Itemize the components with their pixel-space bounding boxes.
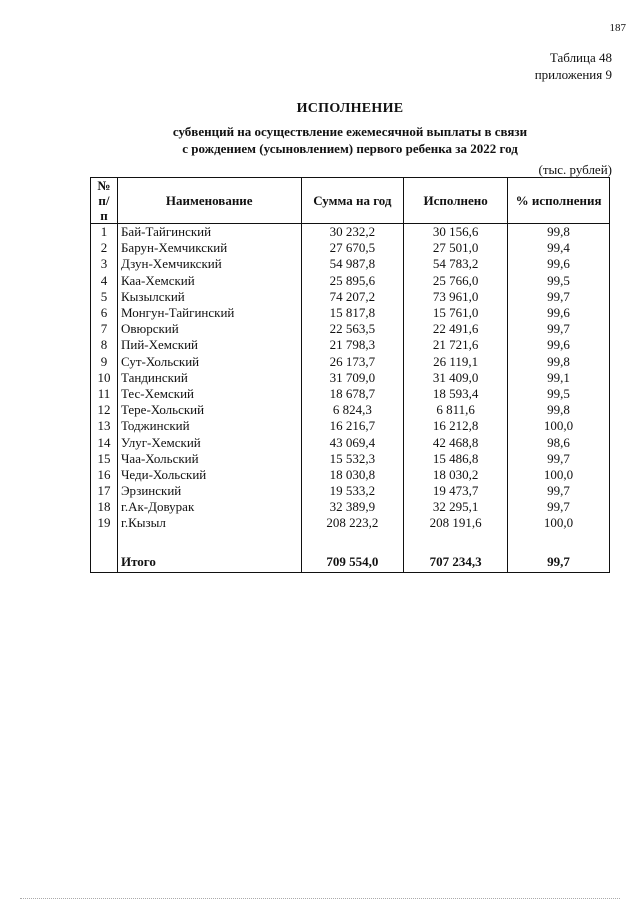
row-fact: 19 473,7 (404, 483, 508, 499)
row-name: Тоджинский (117, 418, 301, 434)
subtitle-line2: с рождением (усыновлением) первого ребенка за 2022 год (182, 141, 518, 156)
row-pct: 99,8 (508, 354, 610, 370)
table-row (91, 418, 610, 434)
row-fact: 42 468,8 (404, 434, 508, 450)
row-pct: 99,8 (508, 402, 610, 418)
row-plan: 31 709,0 (301, 370, 404, 386)
row-plan: 6 824,3 (301, 402, 404, 418)
row-plan: 54 987,8 (301, 256, 404, 272)
row-name: Чеди-Хольский (117, 467, 301, 483)
table-ref-line1: Таблица 48 (549, 50, 612, 65)
table-row (91, 515, 610, 531)
row-num: 1 (91, 224, 118, 241)
row-name: Дзун-Хемчикский (117, 256, 301, 272)
row-plan: 15 817,8 (301, 305, 404, 321)
row-name: г.Ак-Довурак (117, 499, 301, 515)
row-fact: 26 119,1 (404, 354, 508, 370)
document-title: ИСПОЛНЕНИЕ (296, 101, 404, 116)
row-plan: 26 173,7 (301, 354, 404, 370)
row-name: Бай-Тайгинский (117, 224, 301, 241)
row-num: 18 (91, 499, 118, 515)
execution-table (90, 177, 610, 573)
table-ref-line2: приложения 9 (534, 67, 612, 82)
total-fact: 707 234,3 (404, 552, 508, 573)
row-pct: 99,5 (508, 386, 610, 402)
row-num: 8 (91, 337, 118, 353)
row-num: 15 (91, 451, 118, 467)
row-fact: 25 766,0 (404, 273, 508, 289)
table-row (91, 240, 610, 256)
total-plan: 709 554,0 (301, 552, 404, 573)
row-pct: 99,8 (508, 224, 610, 241)
row-num: 13 (91, 418, 118, 434)
row-fact: 73 961,0 (404, 289, 508, 305)
table-reference (535, 49, 612, 83)
row-name: Улуг-Хемский (117, 434, 301, 450)
row-num: 5 (91, 289, 118, 305)
row-plan: 74 207,2 (301, 289, 404, 305)
unit-label: (тыс. рублей) (538, 162, 612, 177)
table-row (91, 305, 610, 321)
row-name: Барун-Хемчикский (117, 240, 301, 256)
row-num: 10 (91, 370, 118, 386)
row-pct: 99,7 (508, 321, 610, 337)
row-plan: 15 532,3 (301, 451, 404, 467)
row-num: 2 (91, 240, 118, 256)
row-pct: 99,7 (508, 451, 610, 467)
row-name: Тес-Хемский (117, 386, 301, 402)
row-fact: 18 593,4 (404, 386, 508, 402)
row-name: Эрзинский (117, 483, 301, 499)
row-fact: 31 409,0 (404, 370, 508, 386)
table-row (91, 256, 610, 272)
row-num: 16 (91, 467, 118, 483)
row-pct: 100,0 (508, 515, 610, 531)
row-num: 19 (91, 515, 118, 531)
row-num: 17 (91, 483, 118, 499)
row-name: Тандинский (117, 370, 301, 386)
row-fact: 22 491,6 (404, 321, 508, 337)
header-pct: % исполнения (508, 178, 610, 224)
table-total-row (91, 552, 610, 573)
row-fact: 16 212,8 (404, 418, 508, 434)
header-fact: Исполнено (404, 178, 508, 224)
table-row (91, 337, 610, 353)
row-pct: 100,0 (508, 418, 610, 434)
row-plan: 19 533,2 (301, 483, 404, 499)
row-plan: 27 670,5 (301, 240, 404, 256)
row-fact: 15 486,8 (404, 451, 508, 467)
row-pct: 99,1 (508, 370, 610, 386)
row-num: 9 (91, 354, 118, 370)
table-spacer-row (91, 532, 610, 552)
row-fact: 21 721,6 (404, 337, 508, 353)
row-name: Монгун-Тайгинский (117, 305, 301, 321)
row-fact: 30 156,6 (404, 224, 508, 241)
row-pct: 99,7 (508, 499, 610, 515)
row-plan: 18 678,7 (301, 386, 404, 402)
row-pct: 99,4 (508, 240, 610, 256)
row-pct: 99,5 (508, 273, 610, 289)
table-row (91, 386, 610, 402)
table-body (91, 224, 610, 532)
row-pct: 99,7 (508, 289, 610, 305)
row-fact: 18 030,2 (404, 467, 508, 483)
row-name: Пий-Хемский (117, 337, 301, 353)
row-fact: 208 191,6 (404, 515, 508, 531)
row-num: 7 (91, 321, 118, 337)
row-pct: 99,7 (508, 483, 610, 499)
table-row (91, 499, 610, 515)
row-fact: 27 501,0 (404, 240, 508, 256)
row-plan: 25 895,6 (301, 273, 404, 289)
header-num (91, 178, 118, 224)
row-plan: 18 030,8 (301, 467, 404, 483)
row-pct: 99,6 (508, 305, 610, 321)
table-row (91, 273, 610, 289)
table-row (91, 434, 610, 450)
table-row (91, 321, 610, 337)
table-row (91, 467, 610, 483)
row-plan: 43 069,4 (301, 434, 404, 450)
page-number: 187 (609, 22, 626, 34)
row-num: 12 (91, 402, 118, 418)
table-row (91, 483, 610, 499)
row-plan: 21 798,3 (301, 337, 404, 353)
row-fact: 54 783,2 (404, 256, 508, 272)
header-name: Наименование (117, 178, 301, 224)
row-pct: 99,6 (508, 337, 610, 353)
row-fact: 32 295,1 (404, 499, 508, 515)
row-name: Кызылский (117, 289, 301, 305)
table-row (91, 354, 610, 370)
header-plan: Сумма на год (301, 178, 404, 224)
row-fact: 15 761,0 (404, 305, 508, 321)
row-num: 6 (91, 305, 118, 321)
table-header-row (91, 178, 610, 224)
row-name: Каа-Хемский (117, 273, 301, 289)
row-num: 3 (91, 256, 118, 272)
row-plan: 32 389,9 (301, 499, 404, 515)
row-name: Тере-Хольский (117, 402, 301, 418)
row-name: Чаа-Хольский (117, 451, 301, 467)
header-num-line1: № (97, 178, 111, 193)
row-plan: 30 232,2 (301, 224, 404, 241)
subtitle-line1: субвенций на осуществление ежемесячной выплаты в связи (172, 124, 528, 139)
table-row (91, 224, 610, 241)
row-pct: 100,0 (508, 467, 610, 483)
header-num-line2: п/п (98, 193, 110, 223)
document-subtitle (0, 123, 640, 157)
row-plan: 16 216,7 (301, 418, 404, 434)
table-row (91, 451, 610, 467)
total-pct: 99,7 (508, 552, 610, 573)
total-label: Итого (117, 552, 301, 573)
row-plan: 22 563,5 (301, 321, 404, 337)
row-num: 4 (91, 273, 118, 289)
row-num: 14 (91, 434, 118, 450)
row-pct: 99,6 (508, 256, 610, 272)
row-num: 11 (91, 386, 118, 402)
table-row (91, 289, 610, 305)
table-row (91, 402, 610, 418)
row-fact: 6 811,6 (404, 402, 508, 418)
row-name: г.Кызыл (117, 515, 301, 531)
row-name: Сут-Хольский (117, 354, 301, 370)
row-name: Овюрский (117, 321, 301, 337)
table-row (91, 370, 610, 386)
footer-dotted-rule (20, 898, 620, 899)
row-plan: 208 223,2 (301, 515, 404, 531)
row-pct: 98,6 (508, 434, 610, 450)
